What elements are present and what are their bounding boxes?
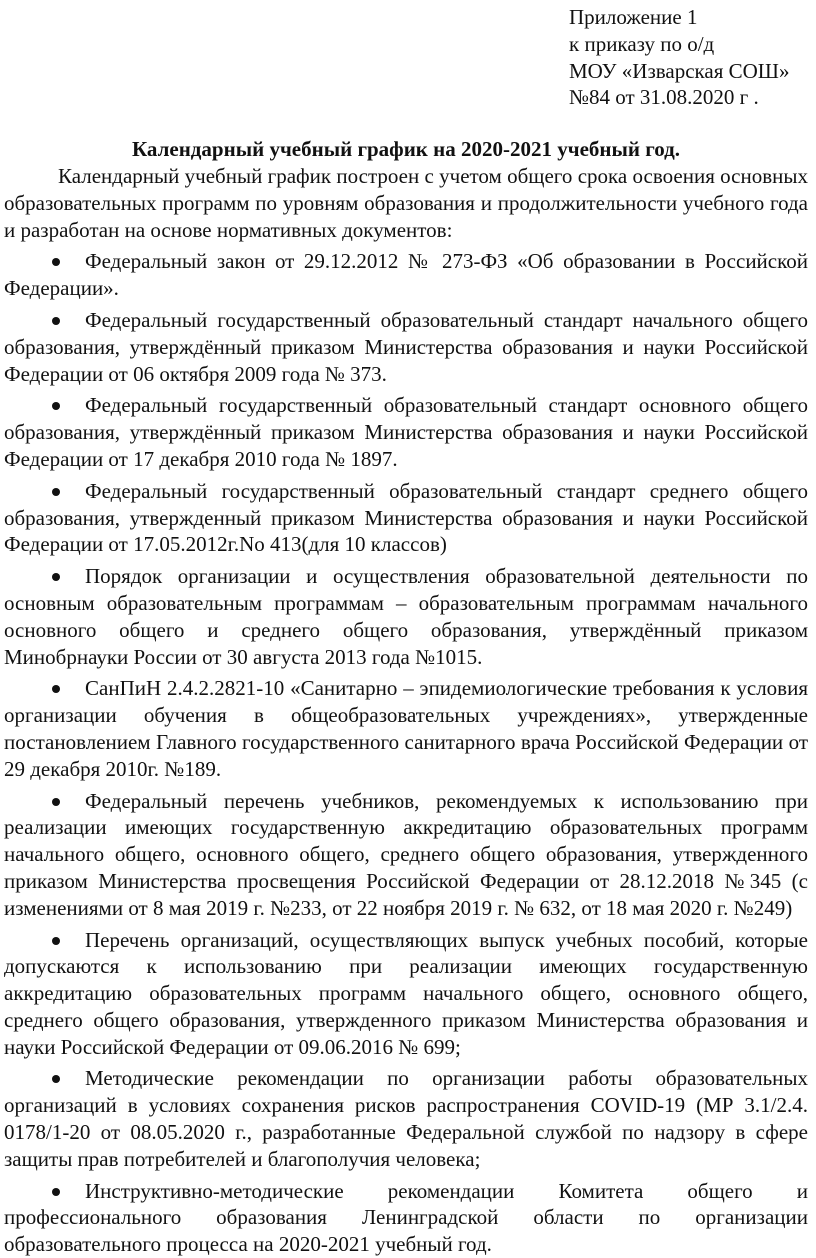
list-item-text: Федеральный государственный образовательный стандарт среднего общего образования, утвержденный приказом Министерства образования и науки Российской Федерации от 17.05.2012г.No 413(для 10 классов) bbox=[4, 478, 808, 557]
list-item bbox=[4, 675, 808, 782]
intro-paragraph: Календарный учебный график построен с учетом общего срока освоения основных образовательных программ по уровням образования и продолжительности учебного года и разработан на основе нормативных документов: bbox=[4, 163, 808, 242]
document-title: Календарный учебный график на 2020-2021 учебный год. bbox=[131, 137, 681, 162]
list-item-text: Федеральный государственный образовательный стандарт начального общего образования, утверждённый приказом Министерства образования и науки Российской Федерации от 06 октября 2009 года № 373. bbox=[4, 307, 808, 386]
list-item-text: Порядок организации и осуществления образовательной деятельности по основным образовательным программам – образовательным программам начального основного общего и среднего общего образования, утверждённый приказом Минобрнауки России от 30 августа 2013 года №1015. bbox=[4, 564, 808, 669]
bullet-icon bbox=[52, 1188, 60, 1196]
school-line: МОУ «Изварская СОШ» bbox=[569, 58, 790, 83]
order-line: к приказу по о/д bbox=[569, 31, 715, 56]
bullet-icon bbox=[52, 488, 60, 496]
list-item-text: Методические рекомендации по организации работы образовательных организаций в условиях сохранения рисков распространения COVID-19 (МР 3.1/2.4. 0178/1-20 от 08.05.2020 г., разработанные Федеральной службой по надзору в сфере защиты прав потребителей и благополучия человека; bbox=[4, 1066, 808, 1171]
list-item bbox=[4, 1065, 808, 1172]
list-item bbox=[4, 248, 808, 302]
list-item bbox=[4, 307, 808, 387]
bullet-icon bbox=[52, 317, 60, 325]
order-number-line: №84 от 31.08.2020 г . bbox=[569, 85, 759, 110]
normative-documents-list bbox=[4, 248, 808, 1258]
bullet-icon bbox=[52, 1075, 60, 1083]
list-item bbox=[4, 788, 808, 922]
list-item bbox=[4, 392, 808, 472]
appendix-header bbox=[569, 4, 809, 111]
bullet-icon bbox=[52, 798, 60, 806]
appendix-line: Приложение 1 bbox=[569, 5, 698, 29]
list-item-text: Федеральный государственный образовательный стандарт основного общего образования, утверждённый приказом Министерства образования и науки Российской Федерации от 17 декабря 2010 года № 1897. bbox=[4, 393, 808, 471]
list-item bbox=[4, 478, 808, 558]
list-item-text: СанПиН 2.4.2.2821-10 «Санитарно – эпидемиологические требования к условия организации обучения в общеобразовательных учреждениях», утвержденные постановлением Главного государственного санитарного врача Российской Федерации от 29 декабря 2010г. №189. bbox=[4, 676, 808, 781]
list-item-text: Инструктивно-методические рекомендации Комитета общего и профессионального образования Ленинградской области по организации образовательного процесса на 2020-2021 учебный год. bbox=[4, 1178, 808, 1257]
bullet-icon bbox=[52, 402, 60, 410]
list-item-text: Перечень организаций, осуществляющих выпуск учебных пособий, которые допускаются к использованию при реализации имеющих государственную аккредитацию образовательных программ начального общего, основного общего, среднего общего образования, утвержденного приказом Министерства образования и науки Российской Федерации от 09.06.2016 № 699; bbox=[4, 927, 808, 1059]
list-item bbox=[4, 563, 808, 670]
bullet-icon bbox=[52, 258, 60, 266]
bullet-icon bbox=[52, 937, 60, 945]
bullet-icon bbox=[52, 685, 60, 693]
list-item-text: Федеральный перечень учебников, рекомендуемых к использованию при реализации имеющих государственную аккредитацию образовательных программ начального общего, основного общего, среднего общего образования, утвержденного приказом Министерства просвещения Российской Федерации от 28.12.2018 №345 (с изменениями от 8 мая 2019 г. №233, от 22 ноября 2019 г. № 632, от 18 мая 2020 г. №249) bbox=[4, 788, 808, 920]
list-item-text: Федеральный закон от 29.12.2012 № 273-ФЗ «Об образовании в Российской Федерации». bbox=[4, 249, 808, 301]
bullet-icon bbox=[52, 573, 60, 581]
list-item bbox=[4, 927, 808, 1061]
